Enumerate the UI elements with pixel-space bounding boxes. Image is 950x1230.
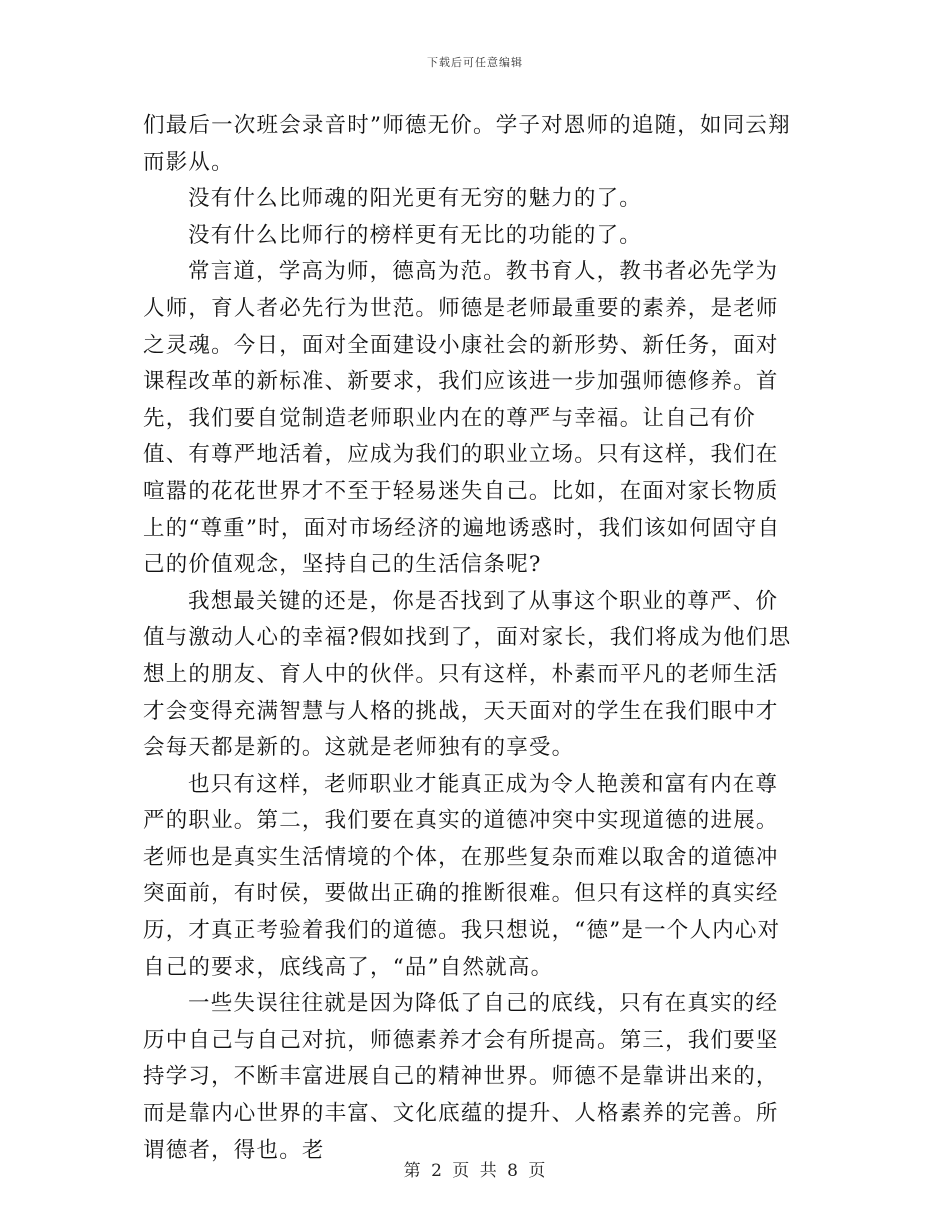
page-header: 下载后可任意编辑 [427,56,523,69]
paragraph: 常言道，学高为师，德高为范。教书育人，教书者必先学为人师，育人者必先行为世范。师德是老师最重要的素养，是老师之灵魂。今日，面对全面建设小康社会的新形势、新任务，面对课程改革的新标准、新要求，我们应该进一步加强师德修养。首先，我们要自觉制造老师职业内在的尊严与幸福。让自己有价值、有尊严地活着，应成为我们的职业立场。只有这样，我们在喧嚣的花花世界才不至于轻易迷失自己。比如，在面对家长物质上的“尊重”时，面对市场经济的遍地诱惑时，我们该如何固守自己的价值观念，坚持自己的生活信条呢? [143,259,781,578]
page-number-footer: 第 2 页 共 8 页 [403,1161,547,1181]
paragraph: 没有什么比师魂的阳光更有无穷的魅力的了。 [188,186,643,212]
paragraph: 没有什么比师行的榜样更有无比的功能的了。 [188,222,643,248]
paragraph: 我想最关键的还是，你是否找到了从事这个职业的尊严、价值与激动人心的幸福?假如找到了，面对家长，我们将成为他们思想上的朋友、育人中的伙伴。只有这样，朴素而平凡的老师生活才会变得充满智慧与人格的挑战，天天面对的学生在我们眼中才会每天都是新的。这就是老师独有的享受。 [143,588,792,761]
paragraph: 也只有这样，老师职业才能真正成为令人艳羡和富有内在尊严的职业。第二，我们要在真实的道德冲突中实现道德的进展。老师也是真实生活情境的个体，在那些复杂而难以取舍的道德冲突面前，有时侯，要做出正确的推断很难。但只有这样的真实经历，才真正考验着我们的道德。我只想说，“德”是一个人内心对自己的要求，底线高了，“品”自然就高。 [143,771,781,980]
body-text [143,108,793,1169]
paragraph: 们最后一次班会录音时”师德无价。学子对恩师的追随，如同云翔而影从。 [143,113,791,175]
paragraph: 一些失误往往就是因为降低了自己的底线，只有在真实的经历中自己与自己对抗，师德素养才会有所提高。第三，我们要坚持学习，不断丰富进展自己的精神世界。师德不是靠讲出来的，而是靠内心世界的丰富、文化底蕴的提升、人格素养的完善。所谓德者，得也。老 [143,991,779,1163]
